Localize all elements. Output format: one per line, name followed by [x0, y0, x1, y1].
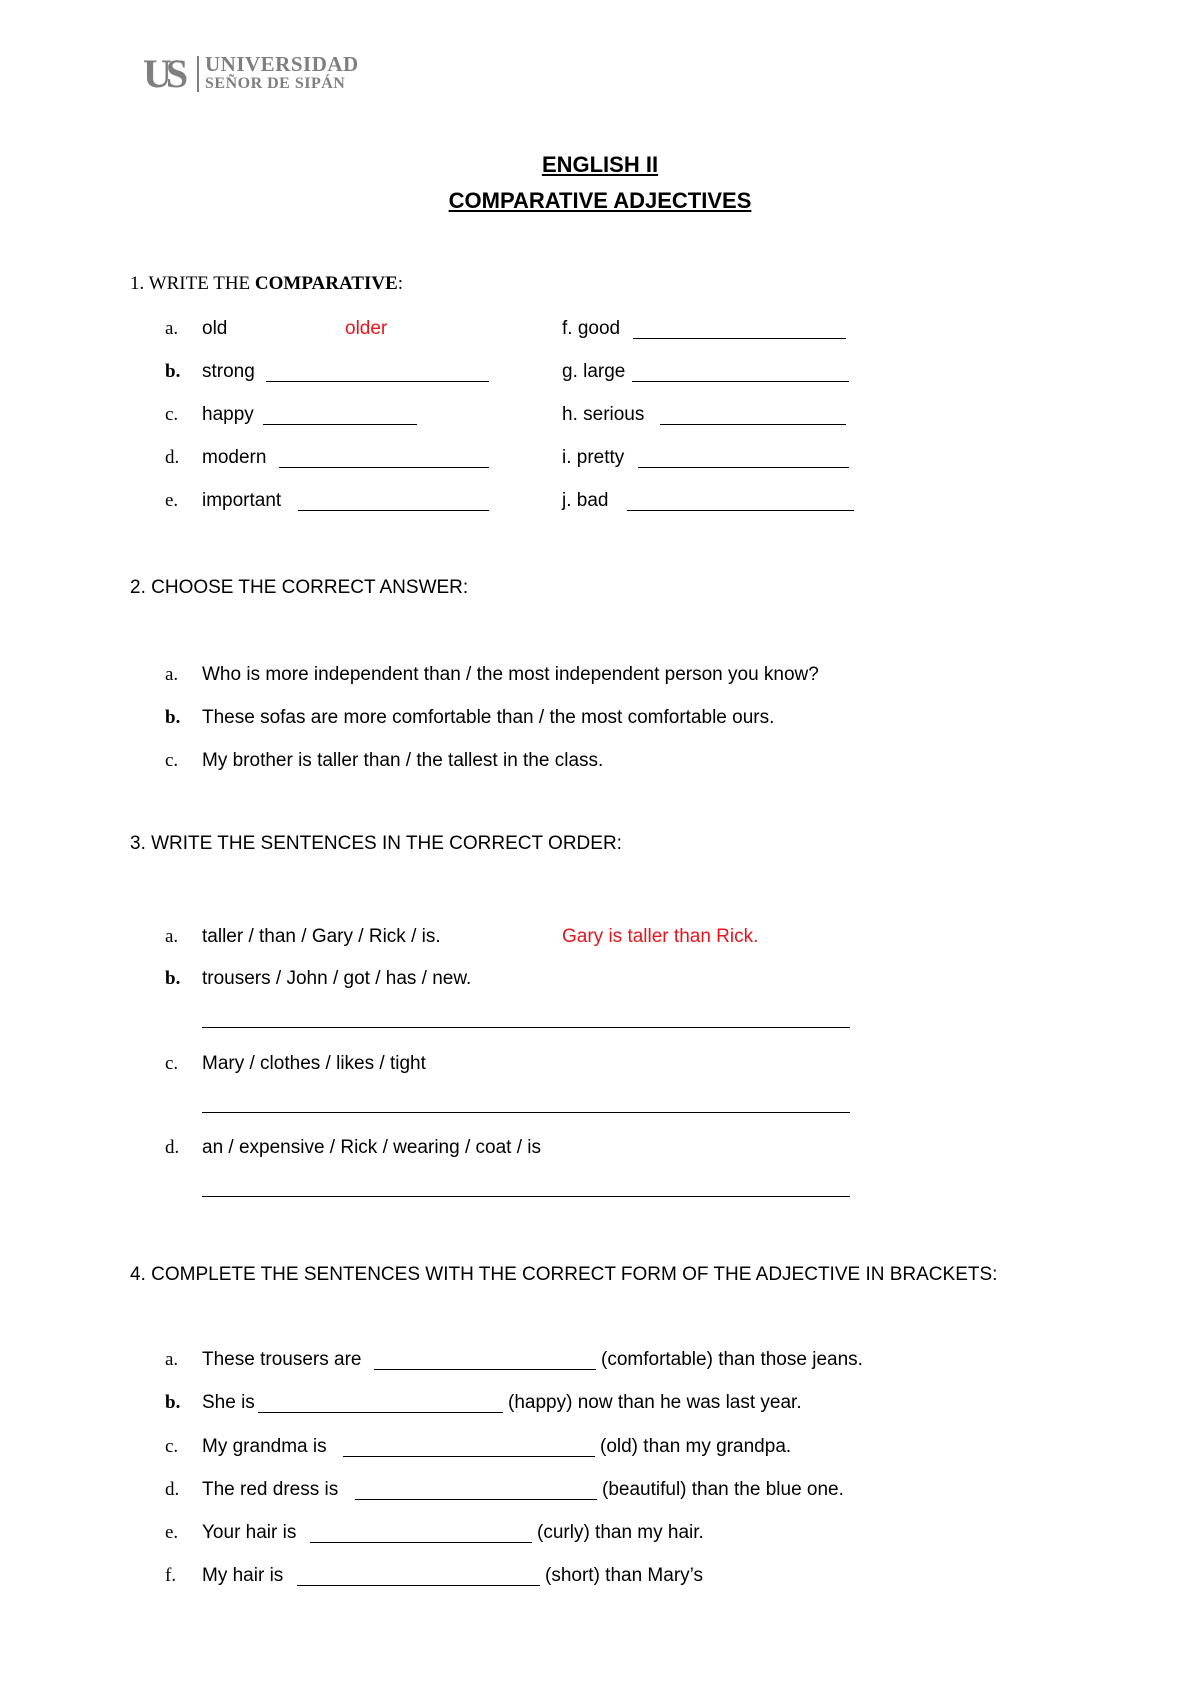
page-subtitle: COMPARATIVE ADJECTIVES	[448, 188, 752, 213]
item-1c-blank[interactable]	[263, 424, 417, 425]
section-4-heading: 4. COMPLETE THE SENTENCES WITH THE CORRECT FORM OF THE ADJECTIVE IN BRACKETS:	[130, 1264, 998, 1285]
item-4a-letter: a.	[165, 1349, 179, 1370]
logo-line-2: SEÑOR DE SIPÁN	[205, 75, 346, 92]
item-4d-before: The red dress is	[202, 1479, 339, 1500]
item-1f-blank[interactable]	[633, 338, 846, 339]
item-3b-letter: b.	[165, 968, 181, 989]
item-4e-letter: e.	[165, 1522, 179, 1543]
item-1e-letter: e.	[165, 490, 179, 511]
item-2b-text: These sofas are more comfortable than / the most comfortable ours.	[202, 707, 775, 728]
item-1b-blank[interactable]	[266, 381, 489, 382]
item-1d-letter: d.	[165, 447, 180, 468]
item-4c-letter: c.	[165, 1436, 179, 1457]
section-3-heading: 3. WRITE THE SENTENCES IN THE CORRECT ORDER:	[130, 833, 622, 854]
university-logo	[143, 54, 383, 96]
item-3c-letter: c.	[165, 1053, 179, 1074]
item-1d-blank[interactable]	[279, 467, 489, 468]
item-3d-text: an / expensive / Rick / wearing / coat / is	[202, 1137, 541, 1158]
item-3a-text: taller / than / Gary / Rick / is.	[202, 926, 441, 947]
item-1d-word: modern	[202, 447, 267, 468]
item-3b-text: trousers / John / got / has / new.	[202, 968, 472, 989]
item-4c-blank[interactable]	[343, 1456, 595, 1457]
item-1h-blank[interactable]	[660, 424, 846, 425]
item-1j-word: j. bad	[562, 490, 609, 511]
item-4b-letter: b.	[165, 1392, 181, 1413]
item-1e-blank[interactable]	[298, 510, 489, 511]
item-4f-letter: f.	[165, 1565, 177, 1586]
logo-line-1: UNIVERSIDAD	[205, 52, 359, 76]
item-1c-word: happy	[202, 404, 254, 425]
item-3d-letter: d.	[165, 1137, 180, 1158]
item-4d-letter: d.	[165, 1479, 180, 1500]
item-4f-blank[interactable]	[297, 1585, 540, 1586]
item-1a-answer: older	[345, 318, 388, 339]
item-2b-letter: b.	[165, 707, 181, 728]
item-1a-word: old	[202, 318, 228, 339]
item-1f-word: f. good	[562, 318, 621, 339]
item-2c-letter: c.	[165, 750, 179, 771]
item-3b-blank[interactable]	[202, 1027, 850, 1028]
item-4f-before: My hair is	[202, 1565, 284, 1586]
item-4c-after: (old) than my grandpa.	[600, 1436, 792, 1457]
section-2-heading: 2. CHOOSE THE CORRECT ANSWER:	[130, 577, 469, 598]
item-1c-letter: c.	[165, 404, 179, 425]
item-1i-blank[interactable]	[638, 467, 849, 468]
item-4d-blank[interactable]	[355, 1499, 597, 1500]
item-2a-text: Who is more independent than / the most independent person you know?	[202, 664, 819, 685]
item-4b-blank[interactable]	[258, 1412, 503, 1413]
item-2c-text: My brother is taller than / the tallest in the class.	[202, 750, 604, 771]
item-2a-letter: a.	[165, 664, 179, 685]
section-1-heading: 1. WRITE THE COMPARATIVE:	[130, 273, 404, 294]
item-4b-after: (happy) now than he was last year.	[508, 1392, 802, 1413]
item-1e-word: important	[202, 490, 282, 511]
item-4e-after: (curly) than my hair.	[537, 1522, 704, 1543]
svg-text:US: US	[143, 54, 183, 94]
item-3a-letter: a.	[165, 926, 179, 947]
item-1h-word: h. serious	[562, 404, 645, 425]
item-3a-answer: Gary is taller than Rick.	[562, 926, 759, 947]
item-1g-blank[interactable]	[632, 381, 849, 382]
item-4b-before: She is	[202, 1392, 255, 1413]
item-4e-blank[interactable]	[310, 1542, 532, 1543]
item-1b-word: strong	[202, 361, 255, 382]
item-1a-letter: a.	[165, 318, 179, 339]
item-4a-before: These trousers are	[202, 1349, 362, 1370]
item-3c-blank[interactable]	[202, 1112, 850, 1113]
item-1j-blank[interactable]	[627, 510, 854, 511]
item-4a-after: (comfortable) than those jeans.	[601, 1349, 863, 1370]
item-1i-word: i. pretty	[562, 447, 625, 468]
item-1g-word: g. large	[562, 361, 626, 382]
page-title: ENGLISH II	[541, 152, 659, 177]
item-1b-letter: b.	[165, 361, 181, 382]
university-logo-mark	[143, 54, 203, 94]
item-4f-after: (short) than Mary’s	[545, 1565, 704, 1586]
item-4c-before: My grandma is	[202, 1436, 327, 1457]
item-4e-before: Your hair is	[202, 1522, 297, 1543]
item-4d-after: (beautiful) than the blue one.	[602, 1479, 844, 1500]
item-3c-text: Mary / clothes / likes / tight	[202, 1053, 426, 1074]
item-3d-blank[interactable]	[202, 1196, 850, 1197]
item-4a-blank[interactable]	[374, 1369, 596, 1370]
